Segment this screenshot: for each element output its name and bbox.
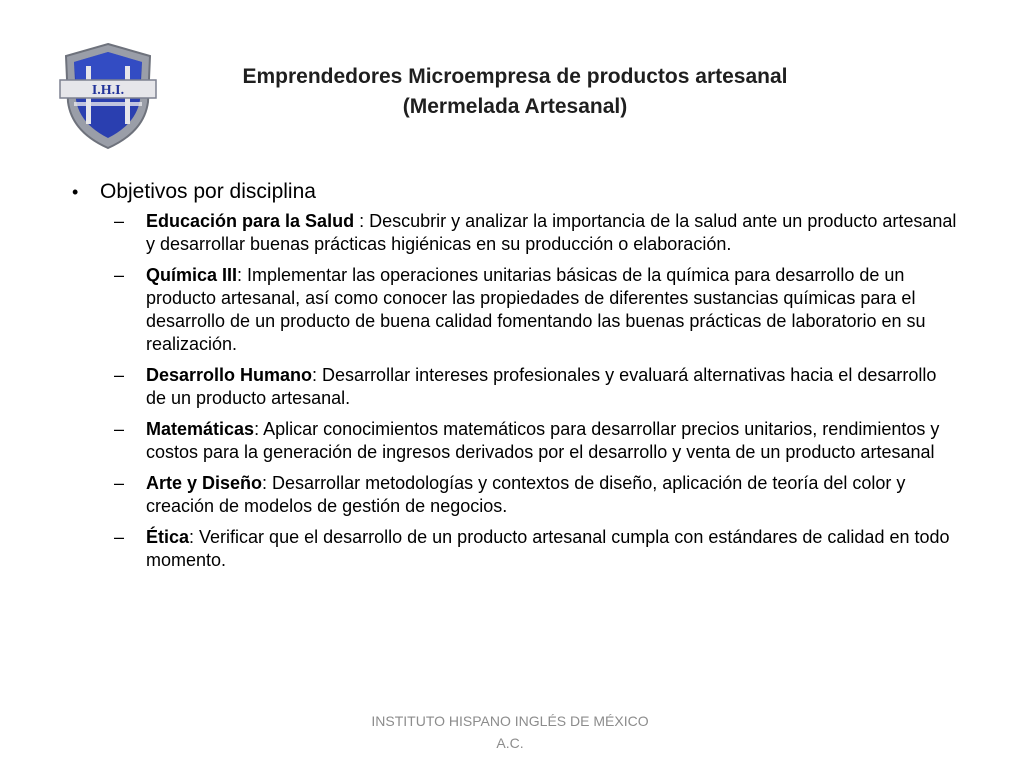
dash-icon: –	[114, 211, 125, 231]
objective-text: : Desarrollar intereses profesionales y evaluará alternativas hacia el desarrollo de un producto artesanal.	[146, 365, 937, 408]
slide-title-line2: (Mermelada Artesanal)	[402, 95, 628, 118]
objective-item	[70, 526, 970, 572]
footer	[360, 710, 660, 754]
objective-text: : Descubrir y analizar la importancia de la salud ante un producto artesanal y desarrollar buenas prácticas higiénicas en su producción o elaboración.	[146, 211, 957, 254]
objective-subject: Química III	[146, 265, 238, 285]
objective-text: : Aplicar conocimientos matemáticos para desarrollar precios unitarios, rendimientos y costos para la generación de ingresos derivados por el desarrollo y venta de un producto artesanal	[146, 419, 940, 462]
school-shield-logo	[58, 40, 158, 152]
dash-icon: –	[114, 527, 125, 547]
footer-line1: INSTITUTO HISPANO INGLÉS DE MÉXICO	[371, 713, 649, 729]
slide-title	[170, 62, 860, 122]
svg-text:I.H.I.: I.H.I.	[91, 83, 125, 98]
objective-text: : Desarrollar metodologías y contextos de diseño, aplicación de teoría del color y creación de modelos de gestión de negocios.	[146, 473, 906, 516]
dash-icon: –	[114, 265, 125, 285]
dash-icon: –	[114, 365, 125, 385]
objective-item	[70, 210, 970, 256]
objective-subject: Matemáticas	[146, 419, 255, 439]
objective-item	[70, 364, 970, 410]
objective-item	[70, 418, 970, 464]
slide-content	[70, 178, 970, 580]
bullet-icon: •	[72, 182, 79, 202]
objective-subject: Educación para la Salud	[146, 211, 355, 231]
objective-subject: Desarrollo Humano	[146, 365, 313, 385]
dash-icon: –	[114, 473, 125, 493]
objective-subject: Ética	[146, 527, 190, 547]
objective-subject: Arte y Diseño	[146, 473, 263, 493]
footer-line2: A.C.	[496, 735, 524, 751]
objectives-list	[70, 210, 970, 572]
slide-title-line1: Emprendedores Microempresa de productos artesanal	[242, 65, 788, 88]
objectives-heading-text: Objetivos por disciplina	[100, 180, 316, 203]
objective-item	[70, 472, 970, 518]
shield-crest-icon	[58, 40, 158, 152]
objectives-heading	[70, 178, 970, 206]
objective-text: : Verificar que el desarrollo de un producto artesanal cumpla con estándares de calidad en todo momento.	[146, 527, 950, 570]
objective-item	[70, 264, 970, 356]
dash-icon: –	[114, 419, 125, 439]
objective-text: : Implementar las operaciones unitarias básicas de la química para desarrollo de un producto artesanal, así como conocer las propiedades de diferentes sustancias químicas para el desarrollo de un producto de buena calidad fomentando las buenas prácticas de laboratorio en su realización.	[146, 265, 926, 354]
